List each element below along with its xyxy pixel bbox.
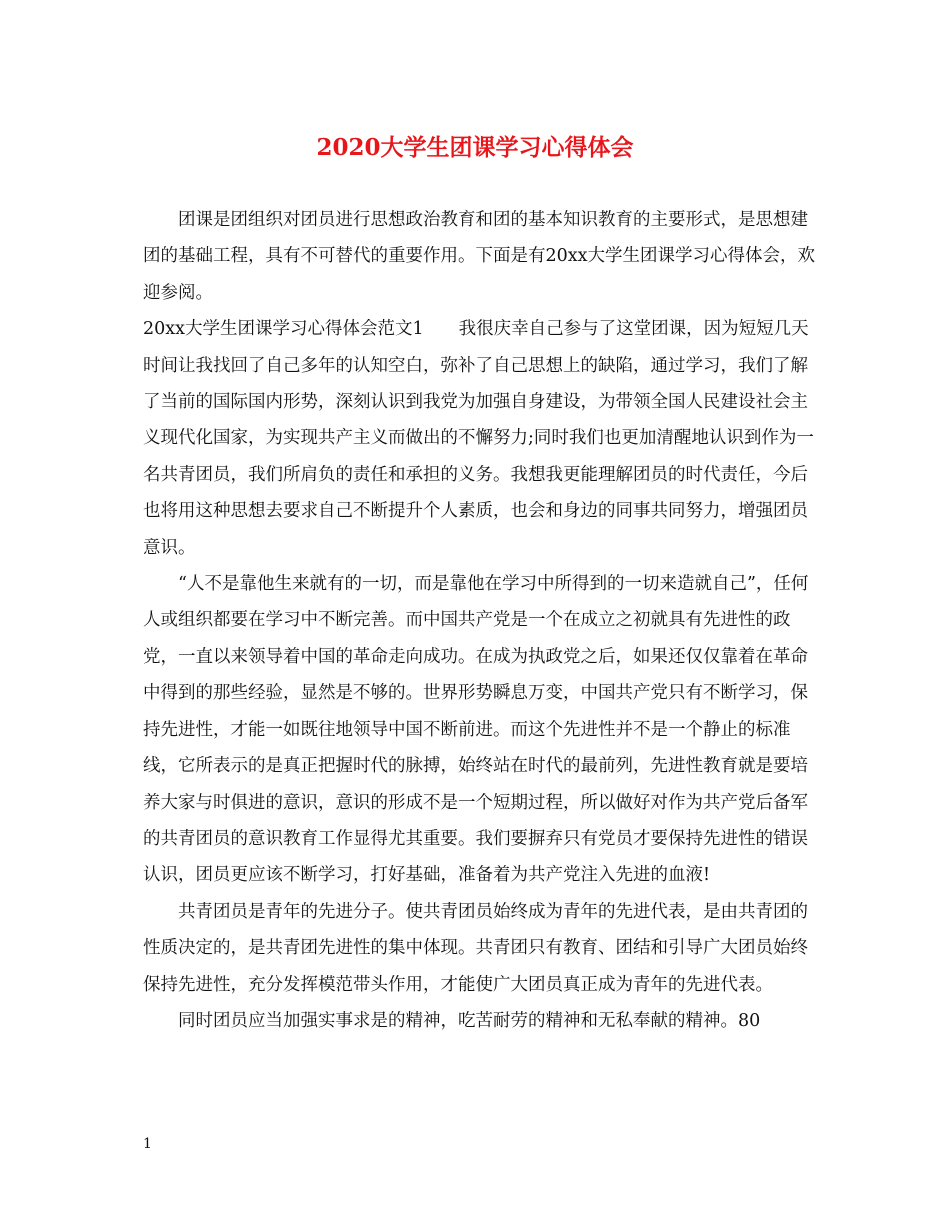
document-body: [143, 202, 825, 1039]
document-title: 2020大学生团课学习心得体会: [316, 134, 634, 161]
paragraph-quote: “人不是靠他生来就有的一切，而是靠他在学习中所得到的一切来造就自己”，任何人或组织都要在学习中不断完善。而中国共产党是一个在成立之初就具有先进性的政党，一直以来领导着中国的革命走向成功。在成为执政党之后，如果还仅仅靠着在革命中得到的那些经验，显然是不够的。世界形势瞬息万变，中国共产党只有不断学习，保持先进性，才能一如既往地领导中国不断前进。而这个先进性并不是一个静止的标准线，它所表示的是真正把握时代的脉搏，始终站在时代的最前列，先进性教育就是要培养大家与时俱进的意识，意识的形成不是一个短期过程，所以做好对作为共产党后备军的共青团员的意识教育工作显得尤其重要。我们要摒弃只有党员才要保持先进性的错误认识，团员更应该不断学习，打好基础，准备着为共产党注入先进的血液!: [143, 574, 809, 886]
page-number: 1: [143, 1136, 152, 1152]
paragraph-spirit: 同时团员应当加强实事求是的精神，吃苦耐劳的精神和无私奉献的精神。80: [178, 1010, 761, 1031]
paragraph-league-members: 共青团员是青年的先进分子。使共青团员始终成为青年的先进代表，是由共青团的性质决定的，是共青团先进性的集中体现。共青团只有教育、团结和引导广大团员始终保持先进性，充分发挥模范带头作用，才能使广大团员真正成为青年的先进代表。: [143, 901, 808, 995]
paragraph-essay-1: 20xx大学生团课学习心得体会范文1 我很庆幸自己参与了这堂团课，因为短短几天时间让我找回了自己多年的认知空白，弥补了自己思想上的缺陷，通过学习，我们了解了当前的国际国内形势，深刻认识到我党为加强自身建设，为带领全国人民建设社会主义现代化国家，为实现共产主义而做出的不懈努力;同时我们也更加清醒地认识到作为一名共青团员，我们所肩负的责任和承担的义务。我想我更能理解团员的时代责任，今后也将用这种思想去要求自己不断提升个人素质，也会和身边的同事共同努力，增强团员意识。: [143, 319, 814, 558]
paragraph-intro: 团课是团组织对团员进行思想政治教育和团的基本知识教育的主要形式，是思想建团的基础工程，具有不可替代的重要作用。下面是有20xx大学生团课学习心得体会，欢迎参阅。: [143, 210, 816, 303]
